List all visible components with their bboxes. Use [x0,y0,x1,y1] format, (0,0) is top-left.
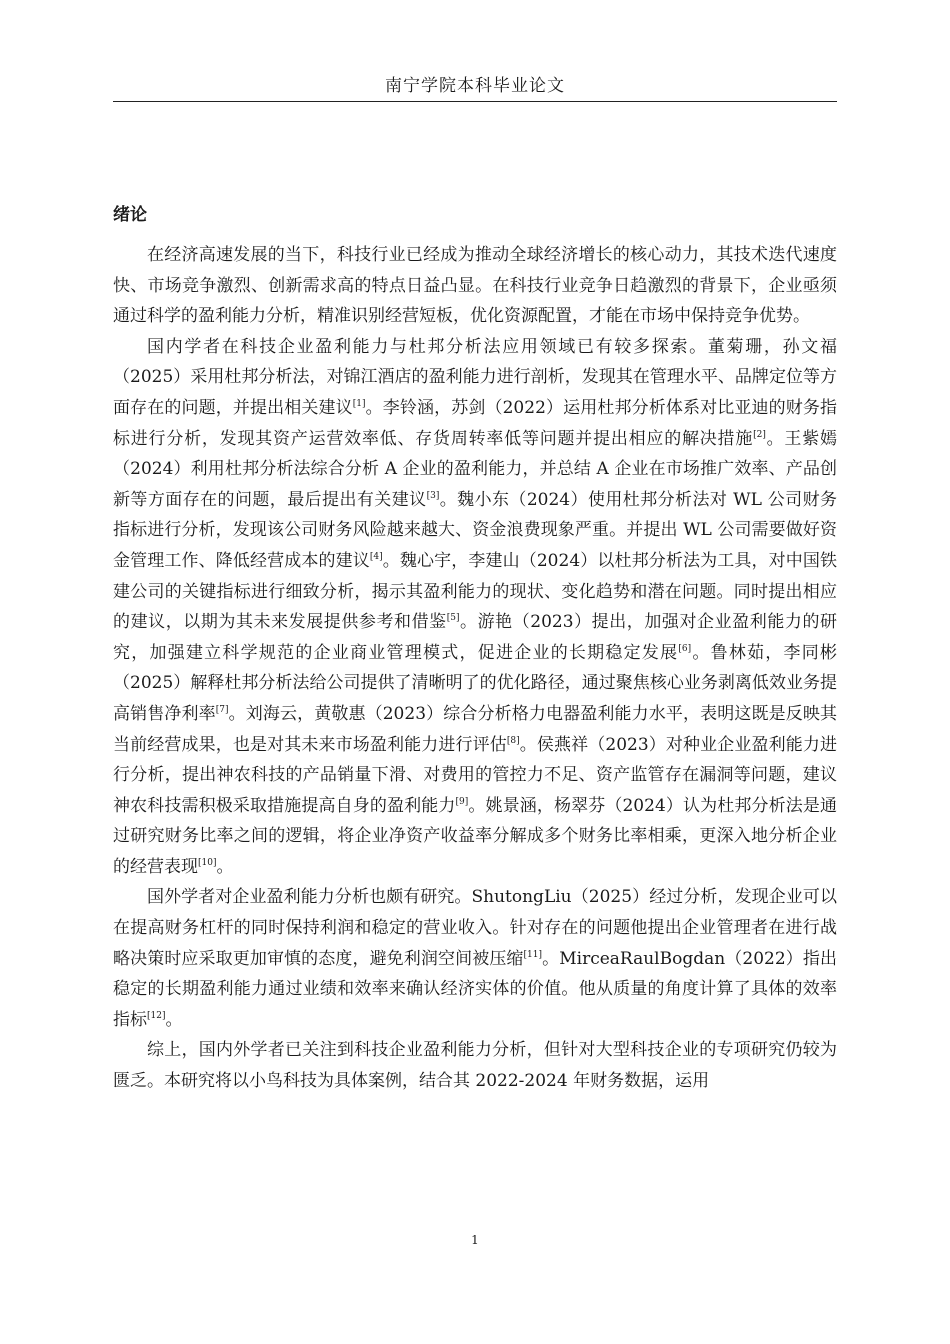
citation-marker: [5] [446,613,460,624]
page-number: 1 [471,1233,479,1247]
paragraph-text: 综上，国内外学者已关注到科技企业盈利能力分析，但针对大型科技企业的专项研究仍较为匮乏。本研究将以小鸟科技为具体案例，结合其 2022-2024 年财务数据，运用 [113,1040,837,1092]
citation-marker: [11] [523,949,543,960]
body-paragraph [113,332,837,883]
citation-marker: [12] [147,1010,166,1021]
paragraph-text: 。王紫嫣（2024）利用杜邦分析法综合分析 A 企业的盈利能力，并总结 A 企业在市场推广效率、产品创新等方面存在的问题，最后提出有关建议 [113,428,837,510]
paragraph-text: 。魏小东（2024）使用杜邦分析法对 WL 公司财务指标进行分析，发现该公司财务风险越来越大、资金浪费现象严重。并提出 WL 公司需要做好资金管理工作、降低经营成本的建议 [113,489,837,571]
citation-marker: [8] [506,735,520,746]
paragraph-text: 国内学者在科技企业盈利能力与杜邦分析法应用领域已有较多探索。董菊珊，孙文福（2025）采用杜邦分析法，对锦江酒店的盈利能力进行剖析，发现其在管理水平、品牌定位等方面存在的问题，并提出相关建议 [113,336,837,418]
citation-marker: [4] [369,551,383,562]
body-text [113,240,837,1097]
paragraph-text: 。刘海云，黄敬惠（2023）综合分析格力电器盈利能力水平，表明这既是反映其当前经营成果，也是对其未来市场盈利能力进行评估 [113,703,837,755]
paragraph-text: 在经济高速发展的当下，科技行业已经成为推动全球经济增长的核心动力，其技术迭代速度快、市场竞争激烈、创新需求高的特点日益凸显。在科技行业竞争日趋激烈的背景下，企业亟须通过科学的盈利能力分析，精准识别经营短板，优化资源配置，才能在市场中保持竞争优势。 [113,245,837,327]
paragraph-text: 。 [216,856,234,877]
section-heading: 绪论 [113,205,147,225]
header-rule [113,101,837,102]
citation-marker: [6] [678,643,692,654]
body-paragraph [113,882,837,1035]
citation-marker: [9] [455,796,469,807]
citation-marker: [2] [753,429,766,440]
paragraph-text: 国外学者对企业盈利能力分析也颇有研究。ShutongLiu（2025）经过分析，发现企业可以在提高财务杠杆的同时保持利润和稳定的营业收入。针对存在的问题他提出企业管理者在进行战略决策时应采取更加审慎的态度，避免利润空间被压缩 [113,887,837,969]
paragraph-text: 。侯燕祥（2023）对种业企业盈利能力进行分析，提出神农科技的产品销量下滑、对费用的管控力不足、资产监管存在漏洞等问题，建议神农科技需积极采取措施提高自身的盈利能力 [113,734,838,816]
paragraph-text: 。姚景涵，杨翠芬（2024）认为杜邦分析法是通过研究财务比率之间的逻辑，将企业净资产收益率分解成多个财务比率相乘，更深入地分析企业的经营表现 [113,795,838,877]
paragraph-text: 。游艳（2023）提出，加强对企业盈利能力的研究，加强建立科学规范的企业商业管理模式，促进企业的长期稳定发展 [113,612,838,663]
paragraph-text: 。 [165,1009,183,1030]
paragraph-text: 。李铃涵，苏剑（2022）运用杜邦分析体系对比亚迪的财务指标进行分析，发现其资产运营效率低、存货周转率低等问题并提出相应的解决措施 [113,397,838,449]
paragraph-text: 。魏心宇，李建山（2024）以杜邦分析法为工具，对中国铁建公司的关键指标进行细致分析，揭示其盈利能力的现状、变化趋势和潜在问题。同时提出相应的建议，以期为其未来发展提供参考和借鉴 [113,550,838,633]
body-paragraph [113,240,837,332]
paragraph-text: 。MirceaRaulBogdan（2022）指出稳定的长期盈利能力通过业绩和效率来确认经济实体的价值。他从质量的角度计算了具体的效率指标 [113,948,837,1030]
citation-marker: [1] [352,398,366,409]
body-paragraph [113,1035,837,1096]
citation-marker: [7] [215,704,229,715]
citation-marker: [3] [426,490,440,501]
citation-marker: [10] [198,857,217,868]
running-header-title: 南宁学院本科毕业论文 [385,76,565,96]
paragraph-text: 。鲁林茹，李同彬（2025）解释杜邦分析法给公司提供了清晰明了的优化路径，通过聚焦核心业务剥离低效业务提高销售净利率 [113,642,838,724]
